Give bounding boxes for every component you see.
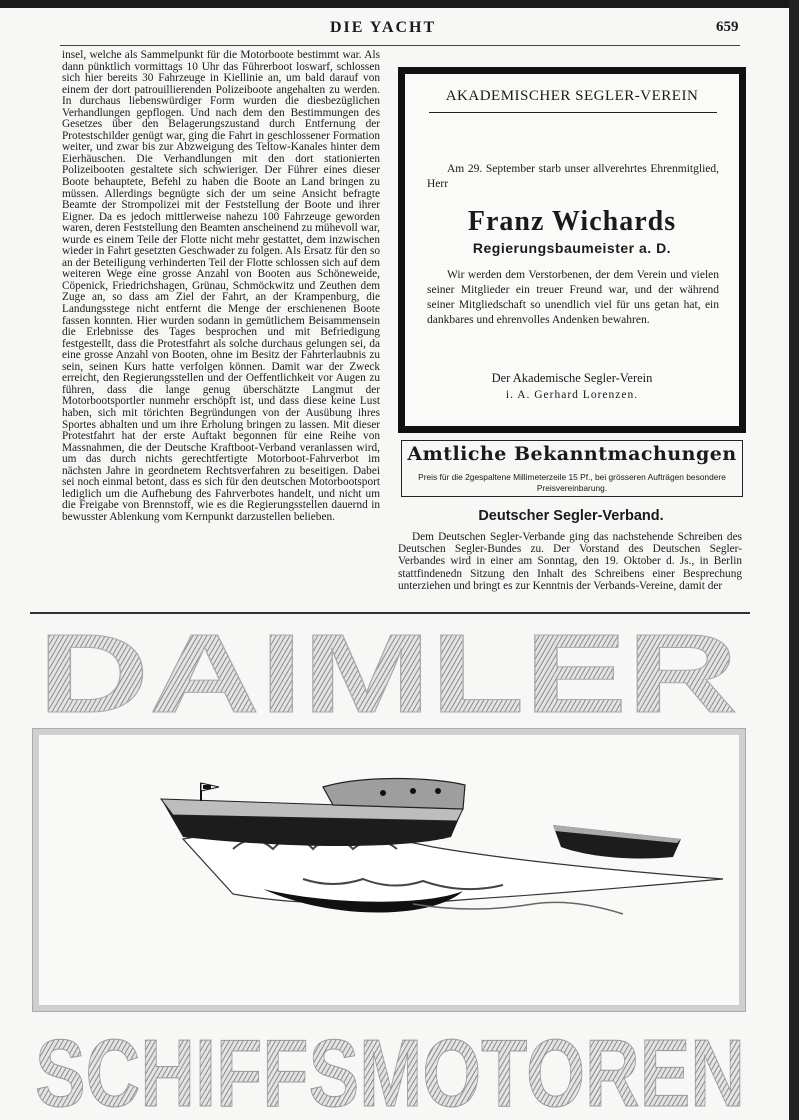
daimler-logo	[26, 612, 750, 722]
obituary-title: Regierungsbaumeister a. D.	[472, 240, 672, 256]
obituary-intro: Am 29. September starb unser allverehrtes Ehrenmitglied, Herr	[427, 163, 719, 190]
ad-brand-text: DAIMLER	[38, 612, 738, 722]
schiffsmotoren-lettering	[26, 1008, 754, 1116]
obituary-heading: AKADEMISCHER SEGLER-VEREIN	[445, 88, 699, 104]
obituary-name: Franz Wichards	[467, 206, 677, 237]
announcements-title: Amtliche Bekanntmachungen	[407, 443, 737, 465]
header-rule	[60, 45, 740, 46]
running-title: DIE YACHT	[330, 19, 437, 36]
announcements-header	[401, 440, 743, 497]
page-number: 659	[716, 19, 739, 35]
obituary-heading-rule	[429, 112, 717, 113]
obituary-signatory: i. A. Gerhard Lorenzen.	[505, 389, 639, 401]
obituary-body: Wir werden dem Verstorbenen, der dem Verein und vielen seiner Mitglieder ein treuer Freund war, und der während seiner Mitgliedschaft so unendlich viel für uns getan hat, ein dankbares und ehrenvolles Andenken bewahren.	[427, 269, 719, 326]
dsv-text: Dem Deutschen Segler-Verbande ging das nachstehende Schreiben des Deutschen Segler-Bundes zu. Der Vorstand des Deutschen Segler-Verbandes wird in einer am Sonntag, den 19. Oktober d. Js., in Berlin stattfindenedn Sitzung den Inhalt des Schreibens einer Besprechung unterziehen und bringt es zur Kenntnis der Verbands-Vereine, damit der	[398, 531, 742, 592]
obituary-notice	[398, 67, 746, 433]
top-edge	[0, 0, 799, 8]
motorboat-illustration	[33, 729, 745, 1011]
left-column	[62, 50, 380, 523]
obituary-signature: Der Akademische Segler-Verein	[491, 371, 653, 385]
announcements-price-note: Preis für die 2gespaltene Millimeterzeile 15 Pf., bei grösseren Aufträgen besondere Preisvereinbarung.	[418, 472, 726, 493]
dsv-heading: Deutscher Segler-Verband.	[478, 508, 664, 524]
boat-illustration-frame	[32, 728, 746, 1012]
article-continuation: insel, welche als Sammelpunkt für die Motorboote bestimmt war. Als dann pünktlich vormittags 10 Uhr das Führerboot loswarf, schlossen sich hier bereits 30 Fahrzeuge in Kiellinie an, um bald darauf von einem der dort patrouillierenden Polizeiboote angehalten zu werden. In durchaus liebenswürdiger Form wurden die diesbezüglichen Verhandlungen gepflogen. Und nach dem den Bestimmungen des Gesetzes über den Belagerungszustand durch Entfernung der Protestschilder genügt war, ging die Fahrt in geschlossener Formation weiter, und zwar bis zur Abzweigung des Teltow-Kanales hinter dem Eierhäuschen. Die Verhandlungen mit den dort stationierten Polizeibooten gestaltete sich schwieriger. Der Führer eines dieser Boote behauptete, Befehl zu haben die Boote an Land bringen zu müssen. Allerdings begnügte sich der um seine Ansicht befragte Beamte der Strompolizei mit der Feststellung der Boote und ihrer Eigner. Da es jedoch mittlerweise nahezu 100 Fahrzeuge geworden waren, deren Feststellung den Beamten anscheinend zu mühevoll war, wurde es einem Teile der Flotte nicht mehr gestattet, dem inzwischen wieder in Fahrt gesetzten Geschwader zu folgen. Als Ersatz für den so an der Beteiligung verhinderten Teil der Flotte schlossen sich auf dem weiteren Wege eine grosse Anzahl von Booten aus Schöneweide, Cöpenick, Friedrichshagen, Grünau, Schmöckwitz und Zeuthen dem Zuge an, so dass am Ziel der Fahrt, an der Krampenburg, die Landungsstege nicht entfernt die Menge der erschienenen Boote fassen konnten. Hier wurden sodann in gemütlichem Beisammensein die Erlebnisse des Tages besprochen und mit Befriedigung festgestellt, dass die Protestfahrt als solche durchaus gelungen sei, da eine grosse Anzahl von Booten, ohne im Besitz der Fahrterlaubnis zu sein, seinen Kurs hatte verfolgen können. Damit war der Zweck erreicht, den Regierungsstellen und der Oeffentlichkeit vor Augen zu führen, dass die lange genug überschätzte Langmut der Motorbootsportler nunmehr erschöpft ist, und dass diese keine Lust haben, sich mit törichten Begründungen von der Ausübung ihres Sportes abhalten und um ihre Erholung bringen zu lassen. Mit dieser Protestfahrt hat der erste Auftakt begonnen für eine Reihe von Massnahmen, die der Deutsche Kraftboot-Verband veranlassen wird, um das durch nichts gerechtfertigte Motorboot-Fahrverbot im nächsten Jahre in geordnetem Rechtsverfahren zu beseitigen. Dabei sei noch einmal betont, dass es sich für den deutschen Motorbootsport lediglich um die Aufhebung des Fahrverbotes handelt, und nicht um die Freigabe von Brennstoff, wie es die Regierungsstellen dauernd in bewusster Ablenkung vom Kernpunkt darzustellen belieben.	[62, 49, 380, 523]
right-edge	[789, 0, 799, 1120]
ad-product-text: SCHIFFSMOTOREN	[35, 1020, 745, 1116]
